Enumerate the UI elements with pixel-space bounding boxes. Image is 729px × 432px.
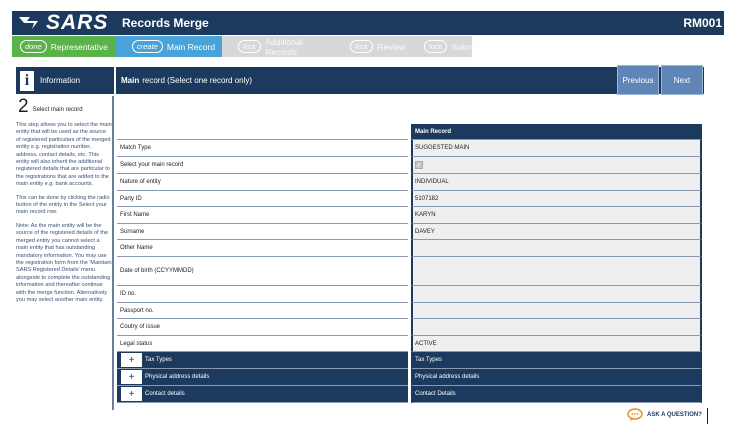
row-value: KARYN <box>411 207 702 224</box>
section-label: Physical address details <box>145 374 210 380</box>
chat-bubble-icon <box>627 408 643 421</box>
row-value <box>411 319 702 336</box>
main-record-checkbox[interactable]: ✓ <box>416 162 422 169</box>
step-label: Representative <box>50 41 108 52</box>
step-representative[interactable] <box>12 36 116 57</box>
logo-text: SARS <box>46 11 109 34</box>
row-label: ID no. <box>117 286 408 303</box>
info-paragraph-3: Note: As the main entity will be the source of the registered details of the merged entity you cannot select a main entity that has outstanding mandatory information. You may use the registration form from the 'Maintain SARS Registered Details' menu alongside to complete the outstanding information and thereafter continue with the merge function. Alternatively you may select another main entity. <box>16 222 112 303</box>
table-header-row <box>117 124 702 140</box>
record-table <box>117 124 702 403</box>
next-button[interactable]: Next <box>661 65 703 95</box>
section-row-contact-details <box>117 386 702 403</box>
row-value: INDIVIDUAL <box>411 174 702 191</box>
information-header <box>16 67 114 94</box>
select-main-cell <box>411 157 702 174</box>
row-label: Coutry of issue <box>117 319 408 336</box>
row-label: Passport no. <box>117 303 408 319</box>
top-bar <box>12 11 724 35</box>
table-row <box>117 174 702 191</box>
row-label: Select your main record <box>117 157 408 174</box>
step-progress <box>12 36 724 58</box>
table-row <box>117 336 702 352</box>
table-row <box>117 257 702 286</box>
table-row <box>117 157 702 174</box>
main-record-header <box>116 67 704 94</box>
info-paragraph-2: This can be done by clicking the radio button of the entity in the Select your main record row. <box>16 194 110 216</box>
row-value <box>411 303 702 319</box>
step-label: Submit <box>451 41 478 52</box>
heading-text: record (Select one record only) <box>142 76 253 85</box>
expand-icon[interactable]: + <box>121 353 142 367</box>
step-status-badge: create <box>132 40 163 53</box>
expand-icon[interactable]: + <box>121 387 142 401</box>
row-label: Legal status <box>117 336 408 352</box>
table-row <box>117 319 702 336</box>
row-value: ACTIVE <box>411 336 702 352</box>
row-label: Date of birth (CCYYMMDD) <box>117 257 408 286</box>
table-row <box>117 240 702 257</box>
step-status-badge: done <box>20 40 47 53</box>
section-row-tax-types <box>117 352 702 369</box>
step-status-badge: lock <box>350 40 373 53</box>
information-title: Information <box>40 76 81 85</box>
row-label: Party ID <box>117 191 408 207</box>
form-code: RM001 <box>683 16 722 30</box>
section-label: Tax Types <box>145 357 172 363</box>
step-submit <box>408 36 478 57</box>
table-row <box>117 303 702 319</box>
row-label: Other Name <box>117 240 408 257</box>
table-header-blank <box>117 124 408 140</box>
table-row <box>117 140 702 157</box>
section-label: Contact details <box>145 391 185 397</box>
row-value <box>411 286 702 303</box>
heading-bold: Main <box>121 76 140 85</box>
section-value: Tax Types <box>411 352 702 369</box>
row-label: Match Type <box>117 140 408 157</box>
step-additional-records <box>222 36 334 57</box>
information-panel <box>16 96 114 410</box>
ask-question-link[interactable] <box>627 408 702 421</box>
step-label: Additional Records <box>265 36 303 57</box>
row-label: First Name <box>117 207 408 224</box>
row-value: 5107182 <box>411 191 702 207</box>
expand-icon[interactable]: + <box>121 370 142 384</box>
table-row <box>117 286 702 303</box>
table-row <box>117 224 702 240</box>
section-row-physical-address <box>117 369 702 386</box>
step-title: Select main record <box>32 106 83 113</box>
sars-logo-icon <box>18 15 44 31</box>
step-main-record[interactable] <box>116 36 222 57</box>
section-contact-details-header[interactable] <box>117 386 408 403</box>
ask-question-label: ASK A QUESTION? <box>647 411 702 418</box>
divider <box>707 408 708 424</box>
info-paragraph-1: This step allows you to select the main entity that will be used as the source of registered particulars of the merged entity e.g. registration number, address, contact details, etc. This entity will also inherit the additional registered details that are particular to the registrations that are added to the main entity e.g. bank accounts. <box>16 122 112 188</box>
step-review <box>334 36 408 57</box>
section-tax-types-header[interactable] <box>117 352 408 369</box>
step-label: Main Record <box>166 41 216 52</box>
row-value: DAVEY <box>411 224 702 240</box>
step-label: Review <box>377 41 406 52</box>
sars-logo <box>12 11 112 35</box>
info-icon: i <box>20 71 34 91</box>
previous-button[interactable]: Previous <box>617 65 659 95</box>
step-number: 2 <box>18 96 29 117</box>
column-header-main-record: Main Record <box>411 124 702 140</box>
row-value <box>411 257 702 286</box>
section-value: Physical address details <box>411 369 702 386</box>
table-row <box>117 191 702 207</box>
step-status-badge: lock <box>238 40 261 53</box>
table-row <box>117 207 702 224</box>
section-physical-address-header[interactable] <box>117 369 408 386</box>
row-value: SUGGESTED MAIN <box>411 140 702 157</box>
step-indicator <box>16 96 112 118</box>
step-status-badge: lock <box>424 40 447 53</box>
section-value: Contact Details <box>411 386 702 403</box>
row-label: Nature of entity <box>117 174 408 191</box>
row-value <box>411 240 702 257</box>
row-label: Surname <box>117 224 408 240</box>
app-title: Records Merge <box>122 16 209 30</box>
